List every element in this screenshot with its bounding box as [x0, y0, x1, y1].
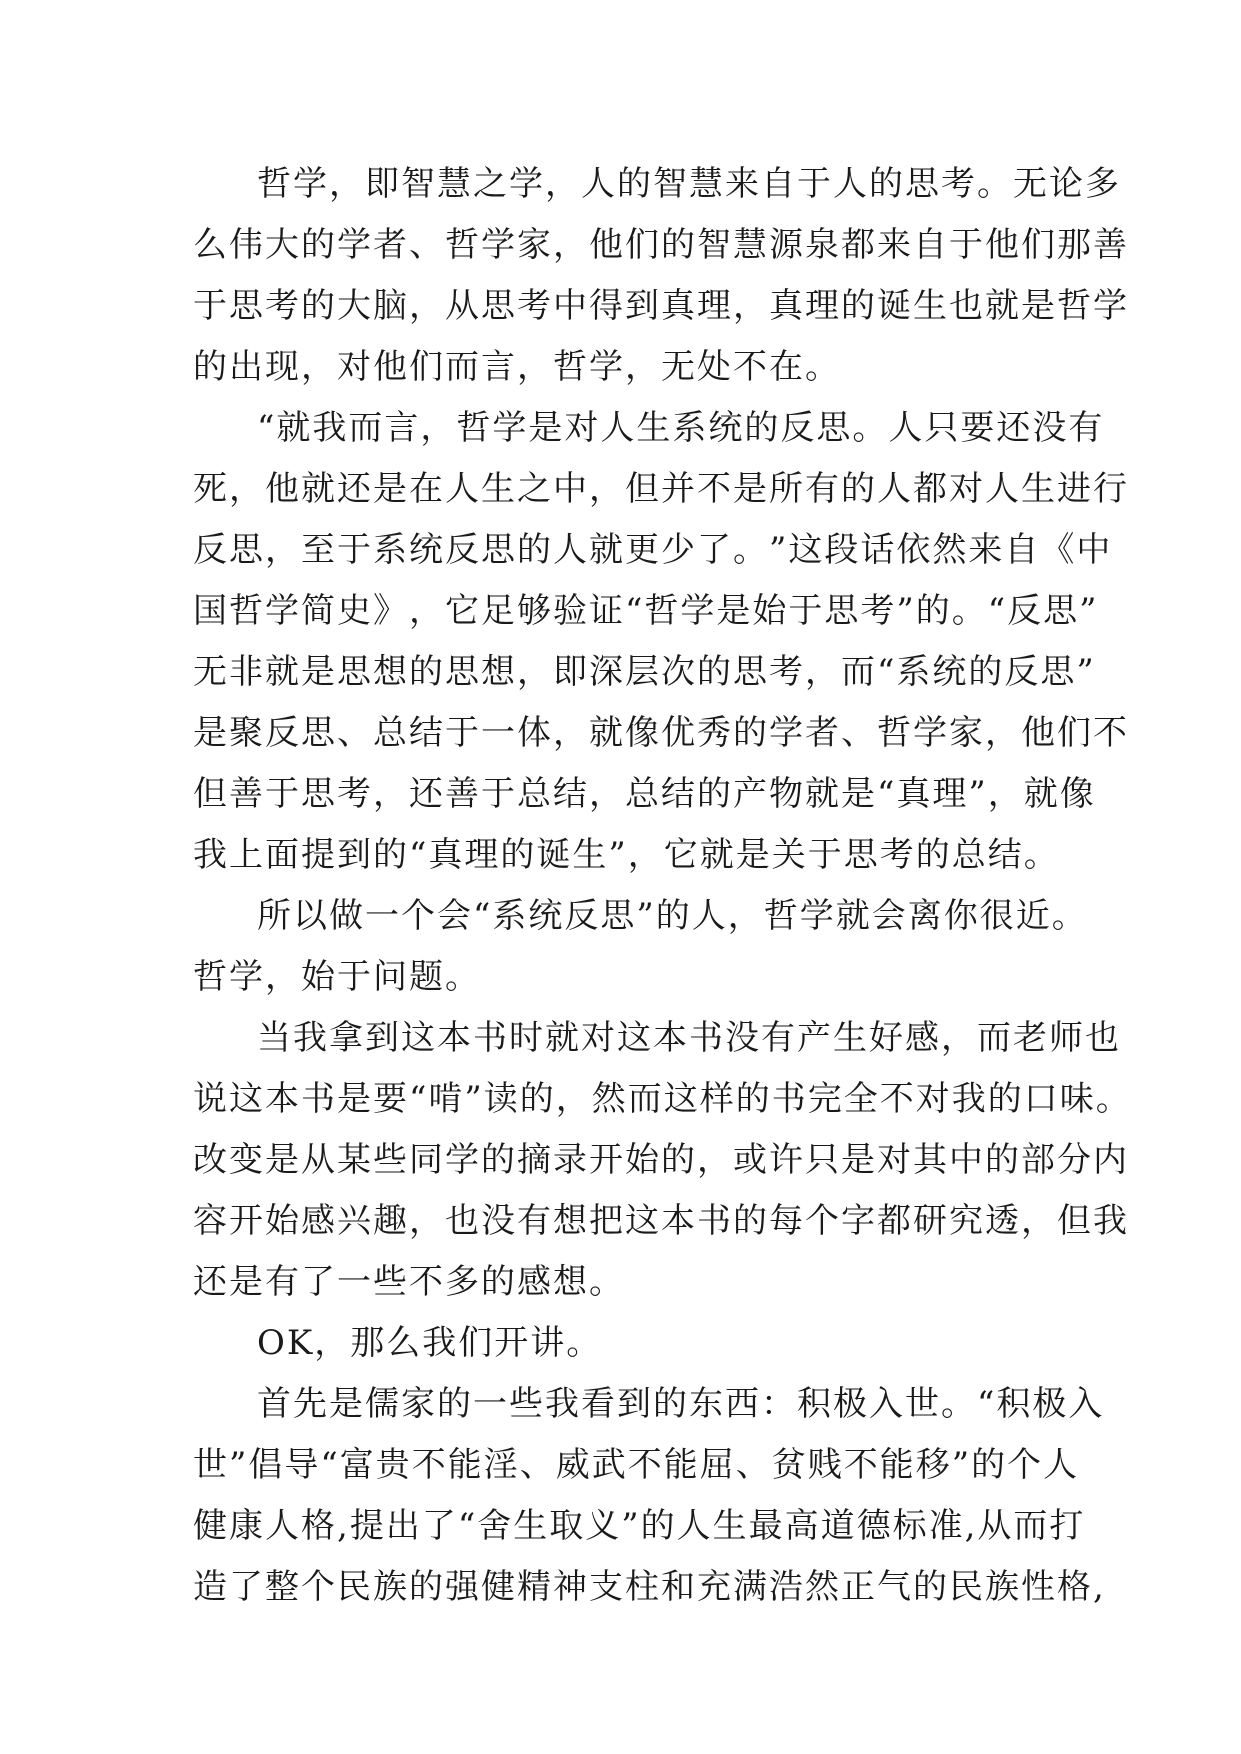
- text-line: 反 思 ， 至 于 系 统 反 思 的 人 就 更 少 了 。 ” 这 段 话 依 然 来 自 《 中: [193, 530, 1113, 570]
- text-line: 死 ， 他 就 还 是 在 人 生 之 中 ， 但 并 不 是 所 有 的 人 都 对 人 生 进 行: [193, 469, 1129, 509]
- text-line: 么 伟 大 的 学 者 、 哲 学 家 ， 他 们 的 智 慧 源 泉 都 来 自 于 他 们 那 善: [193, 225, 1129, 265]
- text-line: 改 变 是 从 某 些 同 学 的 摘 录 开 始 的 ， 或 许 只 是 对 其 中 的 部 分 内: [193, 1140, 1129, 1180]
- text-line: 的出现，对他们而言，哲学，无处不在。: [193, 347, 841, 387]
- text-line: 当 我 拿 到 这 本 书 时 就 对 这 本 书 没 有 产 生 好 感 ， 而 老 师 也: [257, 1018, 1121, 1058]
- text-line: 还是有了一些不多的感想。: [193, 1262, 625, 1302]
- text-line: 造 了 整 个 民 族 的 强 健 精 神 支 柱 和 充 满 浩 然 正 气 的 民 族 性 格 ,: [193, 1567, 1106, 1607]
- text-line: 哲学，始于问题。: [193, 957, 481, 997]
- text-line: 所 以 做 一 个 会 “ 系 统 反 思 ” 的 人 ， 哲 学 就 会 离 你 很 近 。: [257, 896, 1088, 936]
- text-line: 哲 学 ， 即 智 慧 之 学 ， 人 的 智 慧 来 自 于 人 的 思 考 。 无 论 多: [257, 164, 1121, 204]
- text-line: 健 康 人 格 , 提 出 了 “ 舍 生 取 义 ” 的 人 生 最 高 道 德 标 准 , 从 而 打: [193, 1506, 1086, 1546]
- text-line: 是 聚 反 思 、 总 结 于 一 体 ， 就 像 优 秀 的 学 者 、 哲 学 家 ， 他 们 不: [193, 713, 1129, 753]
- text-line: 容 开 始 感 兴 趣 ， 也 没 有 想 把 这 本 书 的 每 个 字 都 研 究 透 ， 但 我: [193, 1201, 1129, 1241]
- text-line: 国 哲 学 简 史 》 ， 它 足 够 验 证 “ 哲 学 是 始 于 思 考 ” 的 。 “ 反 思 ”: [193, 591, 1099, 631]
- text-line: OK，那么我们开讲。: [257, 1323, 603, 1363]
- text-line: 无 非 就 是 思 想 的 思 想 ， 即 深 层 次 的 思 考 ， 而 “ 系 统 的 反 思 ”: [193, 652, 1096, 692]
- text-line: 我上面提到的“真理的诞生”，它就是关于思考的总结。: [193, 835, 1060, 875]
- text-line: 说 这 本 书 是 要 “ 啃 ” 读 的 ， 然 而 这 样 的 书 完 全 不 对 我 的 口 味 。: [193, 1079, 1132, 1119]
- text-line: 于 思 考 的 大 脑 ， 从 思 考 中 得 到 真 理 ， 真 理 的 诞 生 也 就 是 哲 学: [193, 286, 1129, 326]
- text-line: 世 ” 倡 导 “ 富 贵 不 能 淫 、 威 武 不 能 屈 、 贫 贱 不 能 移 ” 的 个 人: [193, 1445, 1080, 1485]
- text-line: “ 就 我 而 言 ， 哲 学 是 对 人 生 系 统 的 反 思 。 人 只 要 还 没 有: [257, 408, 1105, 448]
- document-body: [193, 154, 1132, 1618]
- text-line: 首 先 是 儒 家 的 一 些 我 看 到 的 东 西 ： 积 极 入 世 。 “ 积 极 入: [257, 1384, 1105, 1424]
- text-line: 但 善 于 思 考 ， 还 善 于 总 结 ， 总 结 的 产 物 就 是 “ 真 理 ” ， 就 像: [193, 774, 1096, 814]
